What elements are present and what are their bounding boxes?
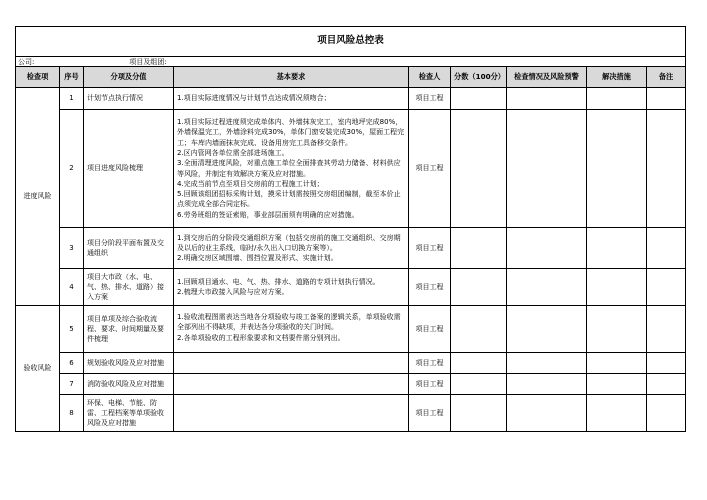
row-item: 环保、电梯、节能、防雷、工程档案等单项验收风险及应对措施 [84, 395, 174, 432]
row-requirement: 1.项目实际进度情况与计划节点达成情况须吻合； [174, 88, 409, 110]
row-inspector: 项目工程 [409, 374, 451, 395]
row-requirement: 1.到交房后的分阶段交通组织方案（包括交房前的施工交通组织、交房期及以后的业主系线，临时/永久出入口切换方案等）。 2.明确交房区域围墙、围挡位置及形式、实施计划。 [174, 228, 409, 269]
row-solution[interactable] [587, 306, 647, 353]
row-inspector: 项目工程 [409, 88, 451, 110]
row-requirement: 1.回顾项目通水、电、气、热、排水、道路的专项计划执行情况。 2.梳理大市政接入风险与应对方案。 [174, 269, 409, 306]
row-remarks[interactable] [647, 374, 686, 395]
row-score[interactable] [451, 353, 507, 374]
row-status[interactable] [507, 395, 587, 432]
row-item: 规划验收风险及应对措施 [84, 353, 174, 374]
row-no: 3 [60, 228, 84, 269]
row-requirement [174, 374, 409, 395]
row-item: 项目进度风险梳理 [84, 110, 174, 228]
company-row [16, 57, 686, 67]
row-solution[interactable] [587, 269, 647, 306]
row-status[interactable] [507, 228, 587, 269]
row-requirement: 1.项目实际过程进度须完成单体内、外墙抹灰完工，室内地坪完成80%，外墙保温完工，外墙涂料完成30%，单体门窗安装完成30%，屋面工程完工；车库内墙面抹灰完成、设备用房完工具备移交条件。 2.区内管网各单位需全部进场施工。 3.全面清理进度风险，对重点施工单位全面排查其劳动力储备、材料供应等风险，并制定有效解决方案及应对措施。 4.完成当前节点至项目交房前的工程施工计划； 5.回顾该组团招标采购计划，摸采计划需按照交房组团编制，截至本价止点须完成全部合同定标。 6.劳务班组的签证索赔，事业部层面须有明确的应对措施。 [174, 110, 409, 228]
row-inspector: 项目工程 [409, 395, 451, 432]
row-status[interactable] [507, 374, 587, 395]
row-remarks[interactable] [647, 306, 686, 353]
col-header-check-item: 检查项 [16, 67, 60, 88]
col-header-solution: 解决措施 [587, 67, 647, 88]
col-header-remarks: 备注 [647, 67, 686, 88]
risk-control-sheet [15, 26, 685, 432]
row-inspector: 项目工程 [409, 110, 451, 228]
row-inspector: 项目工程 [409, 353, 451, 374]
row-no: 4 [60, 269, 84, 306]
table-row [16, 395, 686, 432]
table-row [16, 353, 686, 374]
table-row [16, 88, 686, 110]
row-inspector: 项目工程 [409, 228, 451, 269]
row-remarks[interactable] [647, 353, 686, 374]
row-score[interactable] [451, 374, 507, 395]
row-item: 项目大市政（水、电、气、热、排水、道路）接入方案 [84, 269, 174, 306]
header-row [16, 67, 686, 88]
row-status[interactable] [507, 88, 587, 110]
row-no: 2 [60, 110, 84, 228]
col-header-no: 序号 [60, 67, 84, 88]
row-item: 计划节点执行情况 [84, 88, 174, 110]
table-row [16, 110, 686, 228]
row-no: 6 [60, 353, 84, 374]
table-row [16, 306, 686, 353]
col-header-status: 检查情况及风险预警 [507, 67, 587, 88]
col-header-item: 分项及分值 [84, 67, 174, 88]
row-solution[interactable] [587, 395, 647, 432]
row-score[interactable] [451, 269, 507, 306]
row-inspector: 项目工程 [409, 269, 451, 306]
group-progress-risk: 进度风险 [16, 88, 60, 306]
row-solution[interactable] [587, 353, 647, 374]
row-item: 消防验收风险及应对措施 [84, 374, 174, 395]
row-item: 项目单项及综合验收流程、要求、时间期量及要件梳理 [84, 306, 174, 353]
row-remarks[interactable] [647, 88, 686, 110]
row-status[interactable] [507, 306, 587, 353]
table-row [16, 269, 686, 306]
row-no: 5 [60, 306, 84, 353]
row-solution[interactable] [587, 88, 647, 110]
col-header-requirement: 基本要求 [174, 67, 409, 88]
row-status[interactable] [507, 353, 587, 374]
row-solution[interactable] [587, 228, 647, 269]
row-status[interactable] [507, 110, 587, 228]
row-score[interactable] [451, 228, 507, 269]
row-score[interactable] [451, 110, 507, 228]
row-solution[interactable] [587, 374, 647, 395]
row-score[interactable] [451, 306, 507, 353]
row-remarks[interactable] [647, 269, 686, 306]
row-inspector: 项目工程 [409, 306, 451, 353]
row-score[interactable] [451, 88, 507, 110]
page-title: 项目风险总控表 [16, 27, 686, 57]
row-status[interactable] [507, 269, 587, 306]
project-label: 项目及组团: [129, 57, 167, 66]
row-no: 1 [60, 88, 84, 110]
risk-table [15, 26, 686, 432]
col-header-inspector: 检查人 [409, 67, 451, 88]
row-requirement [174, 353, 409, 374]
row-remarks[interactable] [647, 395, 686, 432]
row-item: 项目分阶段平面布置及交通组织 [84, 228, 174, 269]
row-no: 8 [60, 395, 84, 432]
company-label: 公司: [18, 57, 35, 66]
row-remarks[interactable] [647, 228, 686, 269]
table-row [16, 228, 686, 269]
row-remarks[interactable] [647, 110, 686, 228]
row-score[interactable] [451, 395, 507, 432]
row-solution[interactable] [587, 110, 647, 228]
row-requirement: 1.验收流程图需表达当地各分项验收与竣工备案的逻辑关系，单项验收需全部列出不得缺项，并表达各分项验收的关门时间。 2.各单项验收的工程形象要求和文档要件需分别列出。 [174, 306, 409, 353]
row-requirement [174, 395, 409, 432]
col-header-score: 分数（100分） [451, 67, 507, 88]
table-row [16, 374, 686, 395]
row-no: 7 [60, 374, 84, 395]
group-acceptance-risk: 验收风险 [16, 306, 60, 432]
